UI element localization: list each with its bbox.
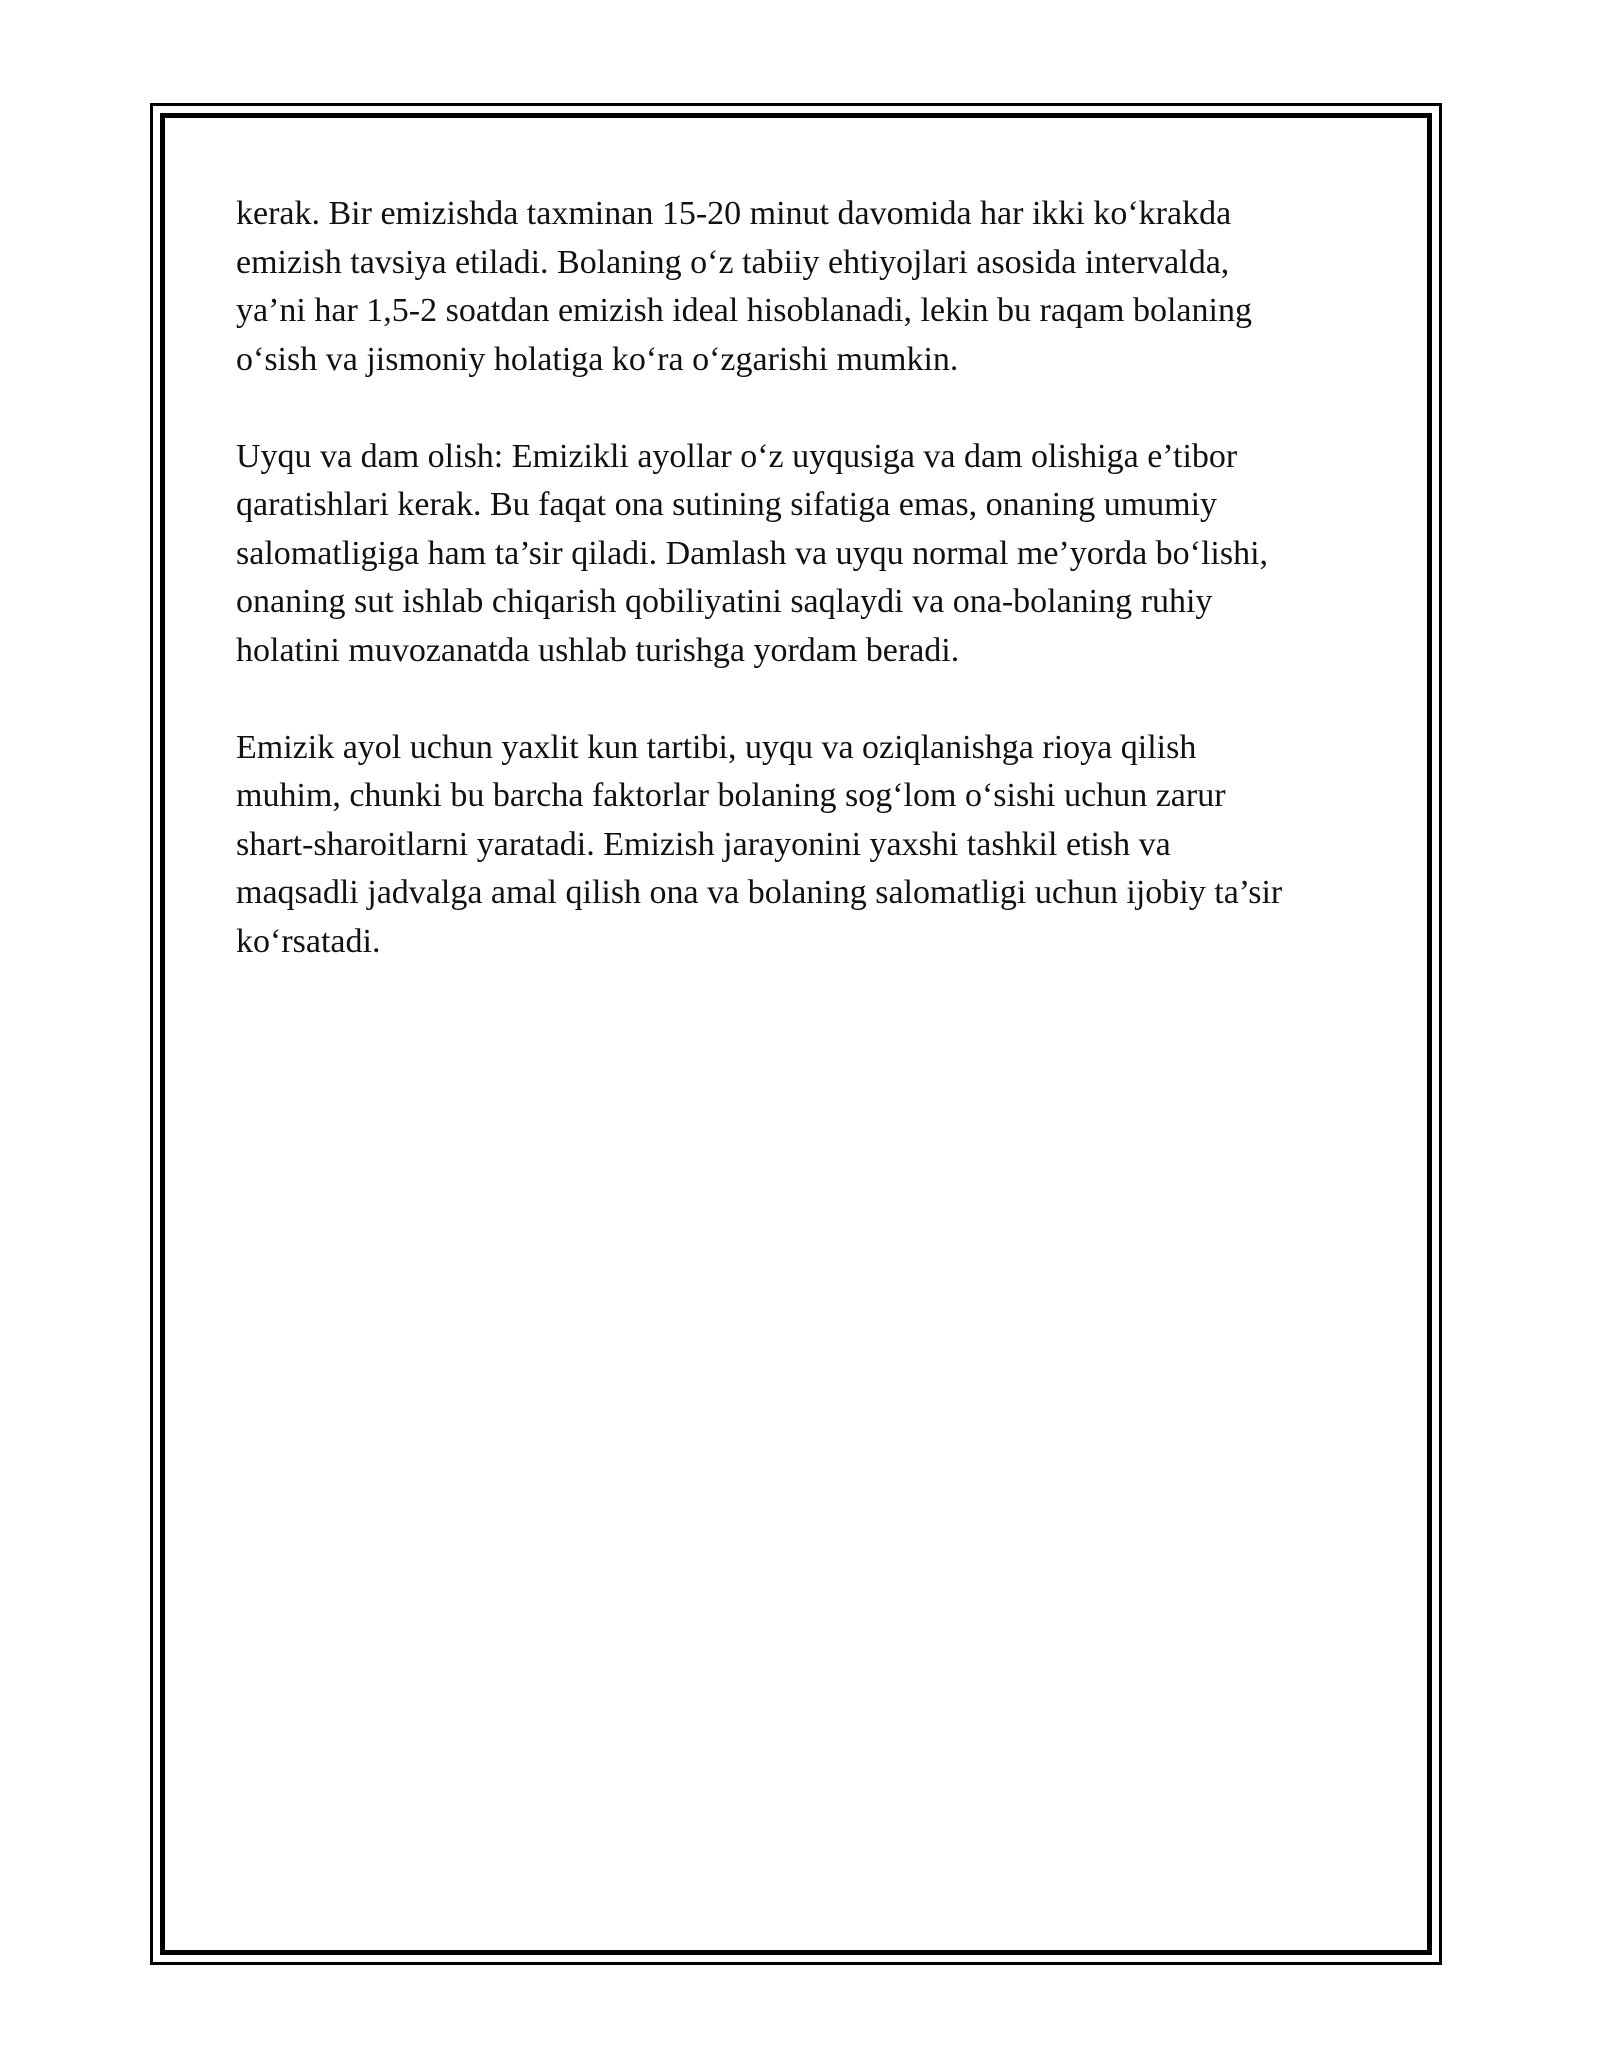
text-line: qaratishlari kerak. Bu faqat ona sutining sifatiga emas, onaning umumiy	[236, 486, 1218, 523]
text-line: maqsadli jadvalga amal qilish ona va bolaning salomatligi uchun ijobiy ta’sir	[236, 874, 1283, 911]
text-line: shart-sharoitlarni yaratadi. Emizish jarayonini yaxshi tashkil etish va	[236, 825, 1171, 863]
page-body	[236, 190, 1376, 1015]
text-line: salomatligiga ham ta’sir qiladi. Damlash va uyqu normal me’yorda boʻlishi,	[236, 534, 1269, 572]
text-line: Uyqu va dam olish: Emizikli ayollar oʻz uyqusiga va dam olishiga e’tibor	[236, 437, 1238, 475]
text-line: ya’ni har 1,5-2 soatdan emizish ideal hisoblanadi, lekin bu raqam bolaning	[236, 292, 1252, 329]
text-line: muhim, chunki bu barcha faktorlar bolaning sogʻlom oʻsishi uchun zarur	[236, 777, 1226, 814]
text-line: kerak. Bir emizishda taxminan 15-20 minut davomida har ikki koʻkrakda	[236, 195, 1232, 232]
text-line: Emizik ayol uchun yaxlit kun tartibi, uyqu va oziqlanishga rioya qilish	[236, 728, 1197, 766]
text-line: emizish tavsiya etiladi. Bolaning oʻz tabiiy ehtiyojlari asosida intervalda,	[236, 243, 1230, 281]
text-line: onaning sut ishlab chiqarish qobiliyatini saqlaydi va ona-bolaning ruhiy	[236, 583, 1213, 620]
paragraph-feeding-schedule	[236, 190, 1376, 384]
text-line: oʻsish va jismoniy holatiga koʻra oʻzgarishi mumkin.	[236, 340, 959, 378]
text-line: koʻrsatadi.	[236, 922, 381, 960]
text-line: holatini muvozanatda ushlab turishga yordam beradi.	[236, 631, 960, 669]
paragraph-sleep-rest	[236, 433, 1376, 676]
paragraph-daily-routine	[236, 724, 1376, 967]
